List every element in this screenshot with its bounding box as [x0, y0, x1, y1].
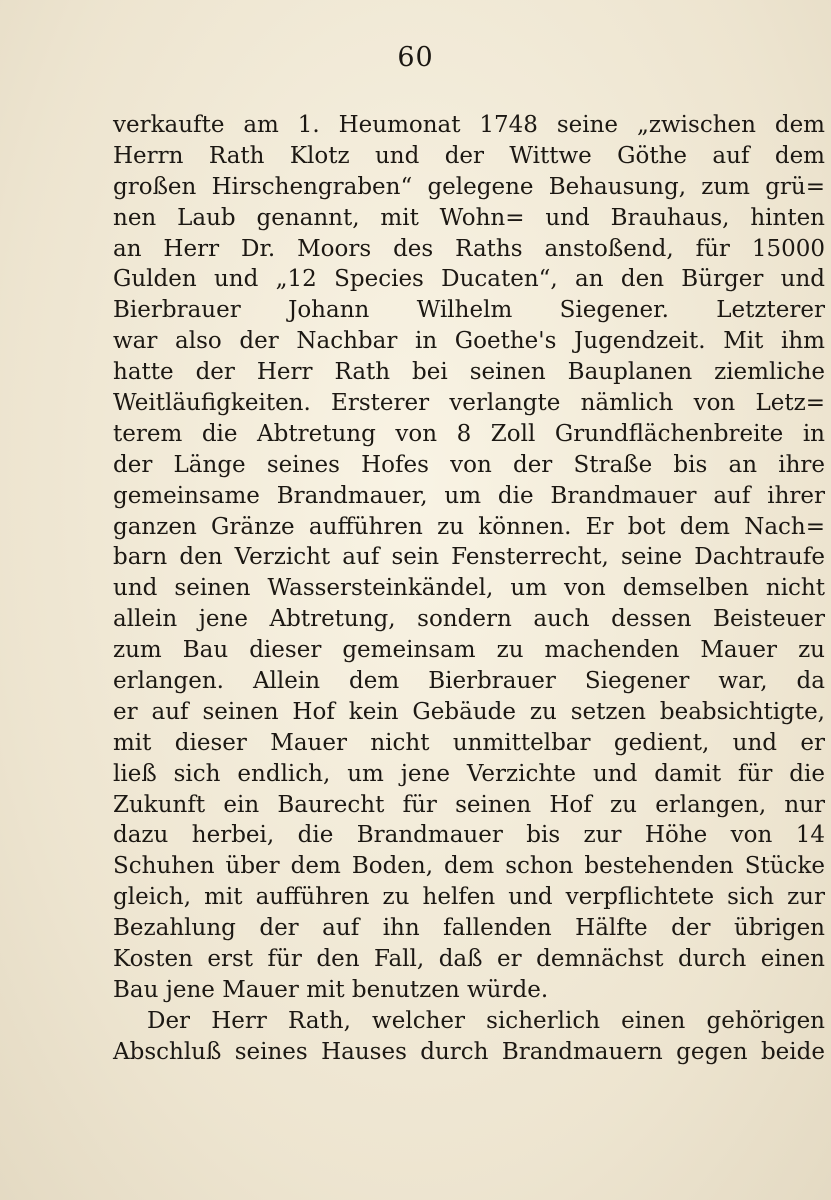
page-number: 60: [397, 42, 434, 73]
text-line: nen Laub genannt, mit Wohn= und Brauhaus, hinten: [113, 204, 825, 231]
text-line: mit dieser Mauer nicht unmittelbar gedient, und er: [113, 729, 825, 756]
text-line: Kosten erst für den Fall, daß er demnächst durch einen: [113, 946, 825, 973]
text-line: an Herr Dr. Moors des Raths anstoßend, für 15000: [113, 235, 825, 262]
text-line: dazu herbei, die Brandmauer bis zur Höhe von 14: [113, 822, 825, 849]
text-line: ganzen Gränze aufführen zu können. Er bot dem Nach=: [113, 513, 825, 540]
text-line: verkaufte am 1. Heumonat 1748 seine „zwischen dem: [113, 112, 825, 138]
text-line: war also der Nachbar in Goethe's Jugendzeit. Mit ihm: [113, 328, 825, 355]
text-line: und seinen Wassersteinkändel, um von demselben nicht: [113, 575, 825, 602]
text-line: Bau jene Mauer mit benutzen würde.: [113, 976, 549, 1003]
text-line: terem die Abtretung von 8 Zoll Grundflächenbreite in: [113, 420, 825, 447]
text-line: ließ sich endlich, um jene Verzichte und damit für die: [113, 760, 825, 787]
text-line: allein jene Abtretung, sondern auch dessen Beisteuer: [113, 606, 825, 633]
text-line: er auf seinen Hof kein Gebäude zu setzen beabsichtigte,: [113, 698, 825, 725]
text-line: großen Hirschengraben“ gelegene Behausung, zum grü=: [113, 173, 825, 200]
text-line: Herrn Rath Klotz und der Wittwe Göthe auf dem: [113, 142, 825, 169]
text-line: barn den Verzicht auf sein Fensterrecht, seine Dachtraufe: [113, 544, 825, 571]
text-line: Weitläufigkeiten. Ersterer verlangte nämlich von Letz=: [113, 390, 825, 417]
text-line: Bezahlung der auf ihn fallenden Hälfte der übrigen: [113, 915, 825, 942]
text-line: Gulden und „12 Species Ducaten“, an den Bürger und: [113, 266, 825, 293]
body-text: [113, 110, 825, 1068]
text-line: gemeinsame Brandmauer, um die Brandmauer auf ihrer: [113, 482, 825, 509]
text-line: zum Bau dieser gemeinsam zu machenden Mauer zu: [113, 637, 825, 664]
text-line: hatte der Herr Rath bei seinen Bauplanen ziemliche: [113, 359, 825, 386]
text-line: Der Herr Rath, welcher sicherlich einen gehörigen: [147, 1007, 825, 1034]
text-line: erlangen. Allein dem Bierbrauer Siegener war, da: [113, 668, 825, 695]
text-line: Abschluß seines Hauses durch Brandmauern gegen beide: [113, 1038, 825, 1065]
text-line: Zukunft ein Baurecht für seinen Hof zu erlangen, nur: [113, 791, 825, 818]
text-line: der Länge seines Hofes von der Straße bis an ihre: [113, 451, 825, 478]
text-line: gleich, mit aufführen zu helfen und verpflichtete sich zur: [113, 884, 825, 911]
text-line: Bierbrauer Johann Wilhelm Siegener. Letzterer: [113, 297, 825, 324]
text-line: Schuhen über dem Boden, dem schon bestehenden Stücke: [113, 853, 825, 880]
